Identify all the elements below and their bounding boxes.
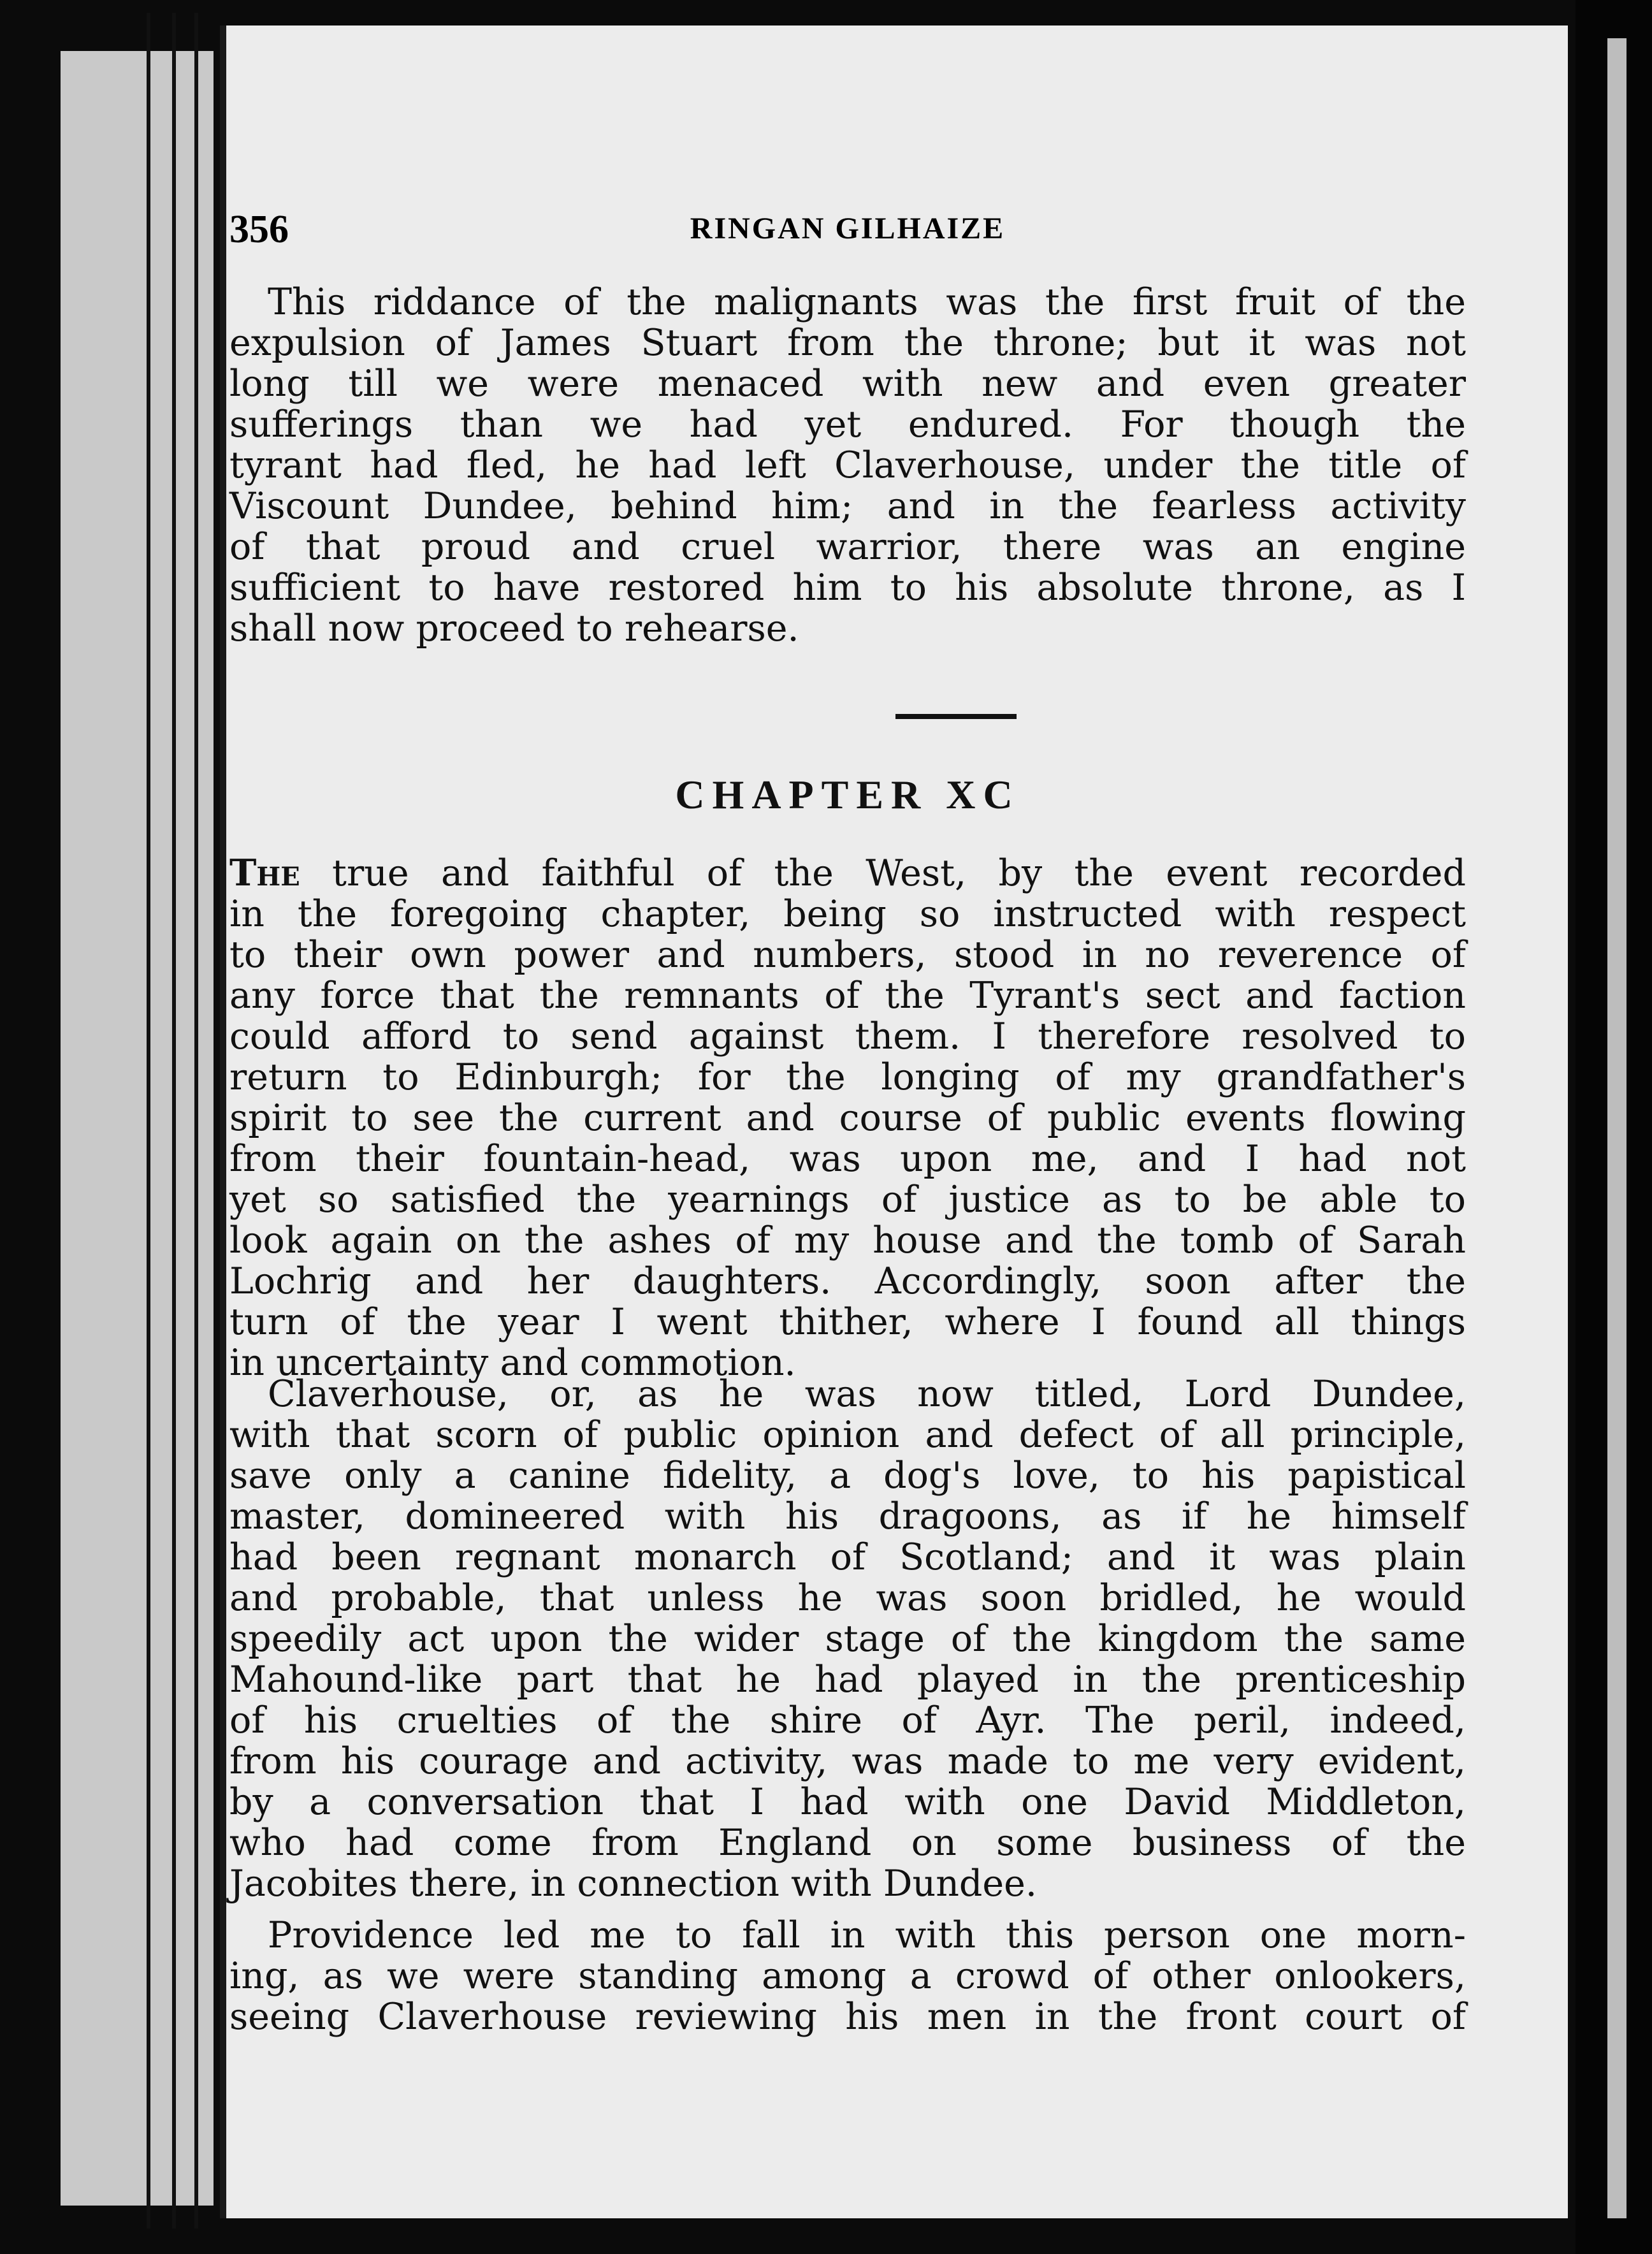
drop-word: The xyxy=(229,852,300,894)
text-line: speedily act upon the wider stage of the kingdom the same xyxy=(229,1618,1466,1660)
text-line: look again on the ashes of my house and the tomb of Sarah xyxy=(229,1219,1466,1262)
page-stack-line xyxy=(147,13,150,2229)
text-line: turn of the year I went thither, where I found all things xyxy=(229,1301,1466,1343)
text-line: yet so satisfied the yearnings of justice as to be able to xyxy=(229,1179,1466,1221)
paragraph-3 xyxy=(229,1374,1466,1904)
text-line: save only a canine fidelity, a dog's love, to his papistical xyxy=(229,1455,1466,1497)
text-line: could afford to send against them. I therefore resolved to xyxy=(229,1015,1466,1058)
text-line: sufficient to have restored him to his absolute throne, as I xyxy=(229,567,1466,609)
page-stack-edge xyxy=(61,51,214,2206)
text-line: Mahound-like part that he had played in the prenticeship xyxy=(229,1659,1466,1701)
text-line: long till we were menaced with new and even greater xyxy=(229,363,1466,405)
paragraph-4 xyxy=(229,1915,1466,2037)
text-line: by a conversation that I had with one David Middleton, xyxy=(229,1781,1466,1823)
text-line: Jacobites there, in connection with Dundee. xyxy=(229,1863,1037,1905)
text-line: of that proud and cruel warrior, there was an engine xyxy=(229,526,1466,568)
text-line: Lochrig and her daughters. Accordingly, soon after the xyxy=(229,1260,1466,1302)
paragraph-2 xyxy=(229,853,1466,1383)
facing-page-edge xyxy=(1607,38,1627,2218)
page-stack-line xyxy=(172,13,176,2229)
text-line: any force that the remnants of the Tyrant's sect and faction xyxy=(229,975,1466,1017)
page-number: 356 xyxy=(229,208,289,251)
text-line: This riddance of the malignants was the first fruit of the xyxy=(268,281,1466,323)
section-divider xyxy=(895,714,1017,719)
text-line: tyrant had fled, he had left Claverhouse, under the title of xyxy=(229,444,1466,486)
text-line: seeing Claverhouse reviewing his men in the front court of xyxy=(229,1996,1466,2038)
text-line: ing, as we were standing among a crowd of other onlookers, xyxy=(229,1955,1466,1997)
text-line: and probable, that unless he was soon bridled, he would xyxy=(229,1577,1466,1619)
text-line: from his courage and activity, was made to me very evident, xyxy=(229,1740,1466,1782)
text-line: to their own power and numbers, stood in no reverence of xyxy=(229,934,1466,976)
text-line: Viscount Dundee, behind him; and in the fearless activity xyxy=(229,485,1466,527)
text-line: Providence led me to fall in with this person one morn- xyxy=(268,1914,1466,1956)
text-line: shall now proceed to rehearse. xyxy=(229,607,799,650)
text-line: master, domineered with his dragoons, as if he himself xyxy=(229,1495,1466,1538)
page-header xyxy=(229,207,1466,252)
text-line: expulsion of James Stuart from the throne; but it was not xyxy=(229,322,1466,364)
text-line: The true and faithful of the West, by the event recorded xyxy=(229,852,1466,894)
page-stack-line xyxy=(194,13,198,2229)
running-title: RINGAN GILHAIZE xyxy=(690,212,1006,245)
text-line: of his cruelties of the shire of Ayr. The peril, indeed, xyxy=(229,1699,1466,1741)
text-line: had been regnant monarch of Scotland; and it was plain xyxy=(229,1536,1466,1578)
chapter-heading: CHAPTER XC xyxy=(675,772,1020,817)
text-line: who had come from England on some business of the xyxy=(229,1822,1466,1864)
text-line: with that scorn of public opinion and defect of all principle, xyxy=(229,1414,1466,1456)
text-line: sufferings than we had yet endured. For though the xyxy=(229,404,1466,446)
text-line: return to Edinburgh; for the longing of my grandfather's xyxy=(229,1056,1466,1098)
text-line: in uncertainty and commotion. xyxy=(229,1342,796,1384)
text-line: from their fountain-head, was upon me, and I had not xyxy=(229,1138,1466,1180)
text-line: spirit to see the current and course of public events flowing xyxy=(229,1097,1466,1139)
text-line: in the foregoing chapter, being so instructed with respect xyxy=(229,893,1466,935)
text-line: Claverhouse, or, as he was now titled, Lord Dundee, xyxy=(268,1373,1466,1415)
paragraph-1 xyxy=(229,282,1466,649)
